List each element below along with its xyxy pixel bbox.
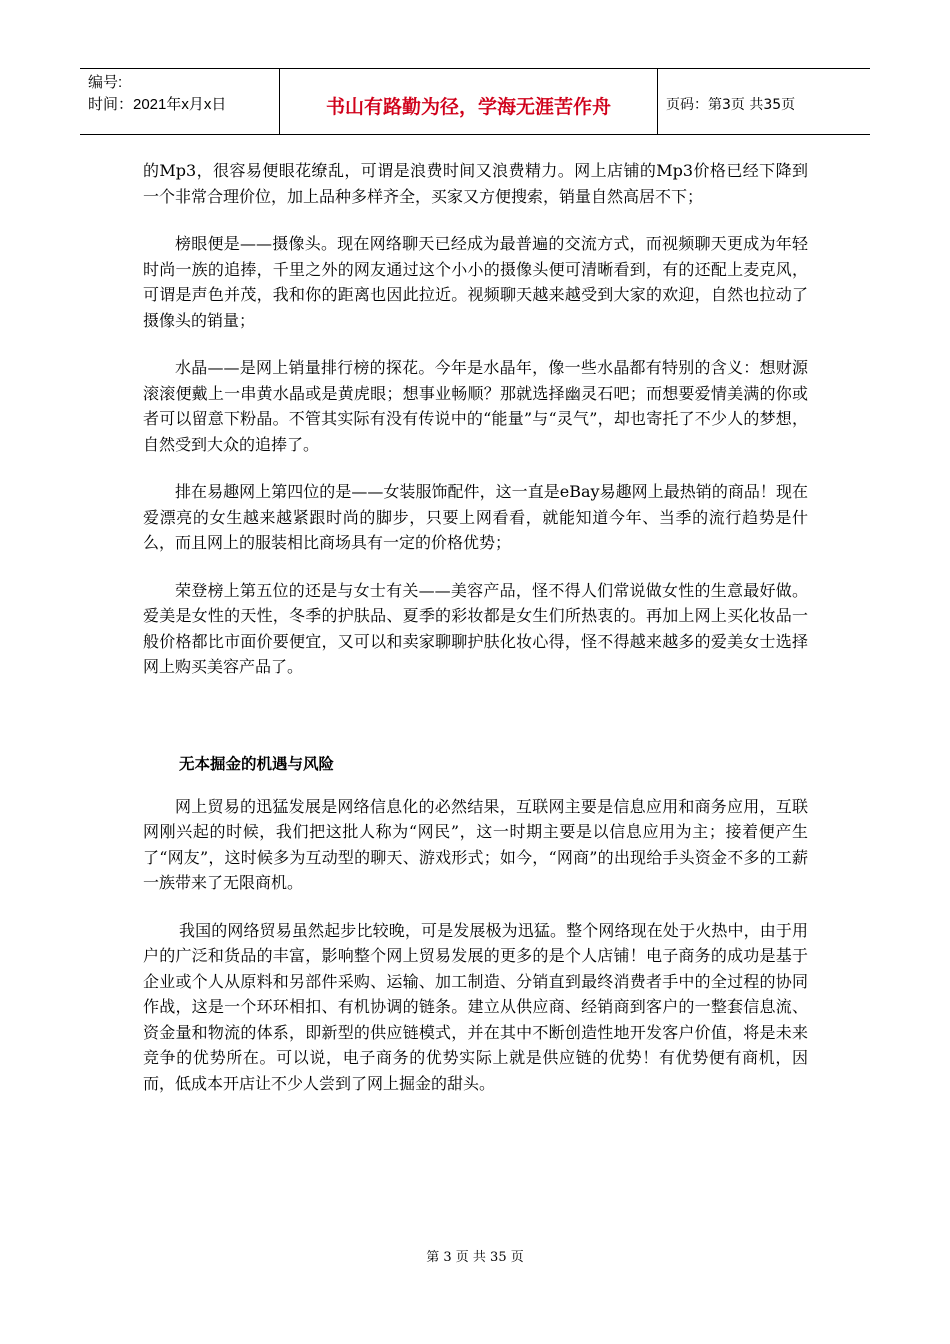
document-time-label: 时间：2021年x月x日 xyxy=(88,96,227,113)
paragraph-online-trade: 网上贸易的迅猛发展是网络信息化的必然结果，互联网主要是信息应用和商务应用，互联网刚兴起的时候，我们把这批人称为“网民”，这一时期主要是以信息应用为主；接着便产生了“网友”，这时候多为互动型的聊天、游戏形式；如今，“网商”的出现给手头资金不多的工薪一族带来了无限商机。 xyxy=(143,796,808,892)
header-motto: 书山有路勤为径，学海无涯苦作舟 xyxy=(280,69,658,134)
paragraph-supply-chain: 我国的网络贸易虽然起步比较晚，可是发展极为迅猛。整个网络现在处于火热中，由于用户的广泛和货品的丰富，影响整个网上贸易发展的更多的是个人店铺！电子商务的成功是基于企业或个人从原料和另部件采购、运输、加工制造、分销直到最终消费者手中的全过程的协同作战，这是一个环环相扣、有机协调的链条。建立从供应商、经销商到客户的一整套信息流、资金量和物流的体系，即新型的供应链模式，并在其中不断创造性地开发客户价值，将是未来竞争的优势所在。可以说，电子商务的优势实际上就是供应链的优势！有优势便有商机，因而，低成本开店让不少人尝到了网上掘金的甜头。 xyxy=(143,920,808,1093)
header-page-code: 页码：第3页 共35页 xyxy=(666,96,796,113)
paragraph-beauty-products: 荣登榜上第五位的还是与女士有关——美容产品，怪不得人们常说做女性的生意最好做。爱美是女性的天性，冬季的护肤品、夏季的彩妆都是女生们所热衷的。再加上网上买化妆品一般价格都比市面价要便宜，又可以和卖家聊聊护肤化妆心得，怪不得越来越多的爱美女士选择网上购买美容产品了。 xyxy=(143,580,808,676)
header-meta xyxy=(80,69,280,134)
paragraph-womens-apparel: 排在易趣网上第四位的是——女装服饰配件，这一直是eBay易趣网上最热销的商品！现在爱漂亮的女生越来越紧跟时尚的脚步，只要上网看看，就能知道今年、当季的流行趋势是什么，而且网上的服装相比商场具有一定的价格优势； xyxy=(143,482,808,552)
page-footer: 第 3 页 共 35 页 xyxy=(426,1250,524,1265)
page-header xyxy=(80,68,870,135)
paragraph-mp3: 的Mp3，很容易便眼花缭乱，可谓是浪费时间又浪费精力。网上店铺的Mp3价格已经下降到一个非常合理价位，加上品种多样齐全，买家又方便搜索，销量自然高居不下； xyxy=(143,161,808,206)
document-number-label: 编号: xyxy=(88,74,123,91)
paragraph-crystal: 水晶——是网上销量排行榜的探花。今年是水晶年，像一些水晶都有特别的含义：想财源滚滚便戴上一串黄水晶或是黄虎眼；想事业畅顺？那就选择幽灵石吧；而想要爱情美满的你或者可以留意下粉晶。不管其实际有没有传说中的“能量”与“灵气”，却也寄托了不少人的梦想，自然受到大众的追捧了。 xyxy=(143,358,808,454)
paragraph-camera: 榜眼便是——摄像头。现在网络聊天已经成为最普遍的交流方式，而视频聊天更成为年轻时尚一族的追捧，千里之外的网友通过这个小小的摄像头便可清晰看到，有的还配上麦克风，可谓是声色并茂，我和你的距离也因此拉近。视频聊天越来越受到大家的欢迎，自然也拉动了摄像头的销量； xyxy=(143,234,808,330)
section-heading: 无本掘金的机遇与风险 xyxy=(179,754,335,773)
document-body xyxy=(143,158,808,1118)
